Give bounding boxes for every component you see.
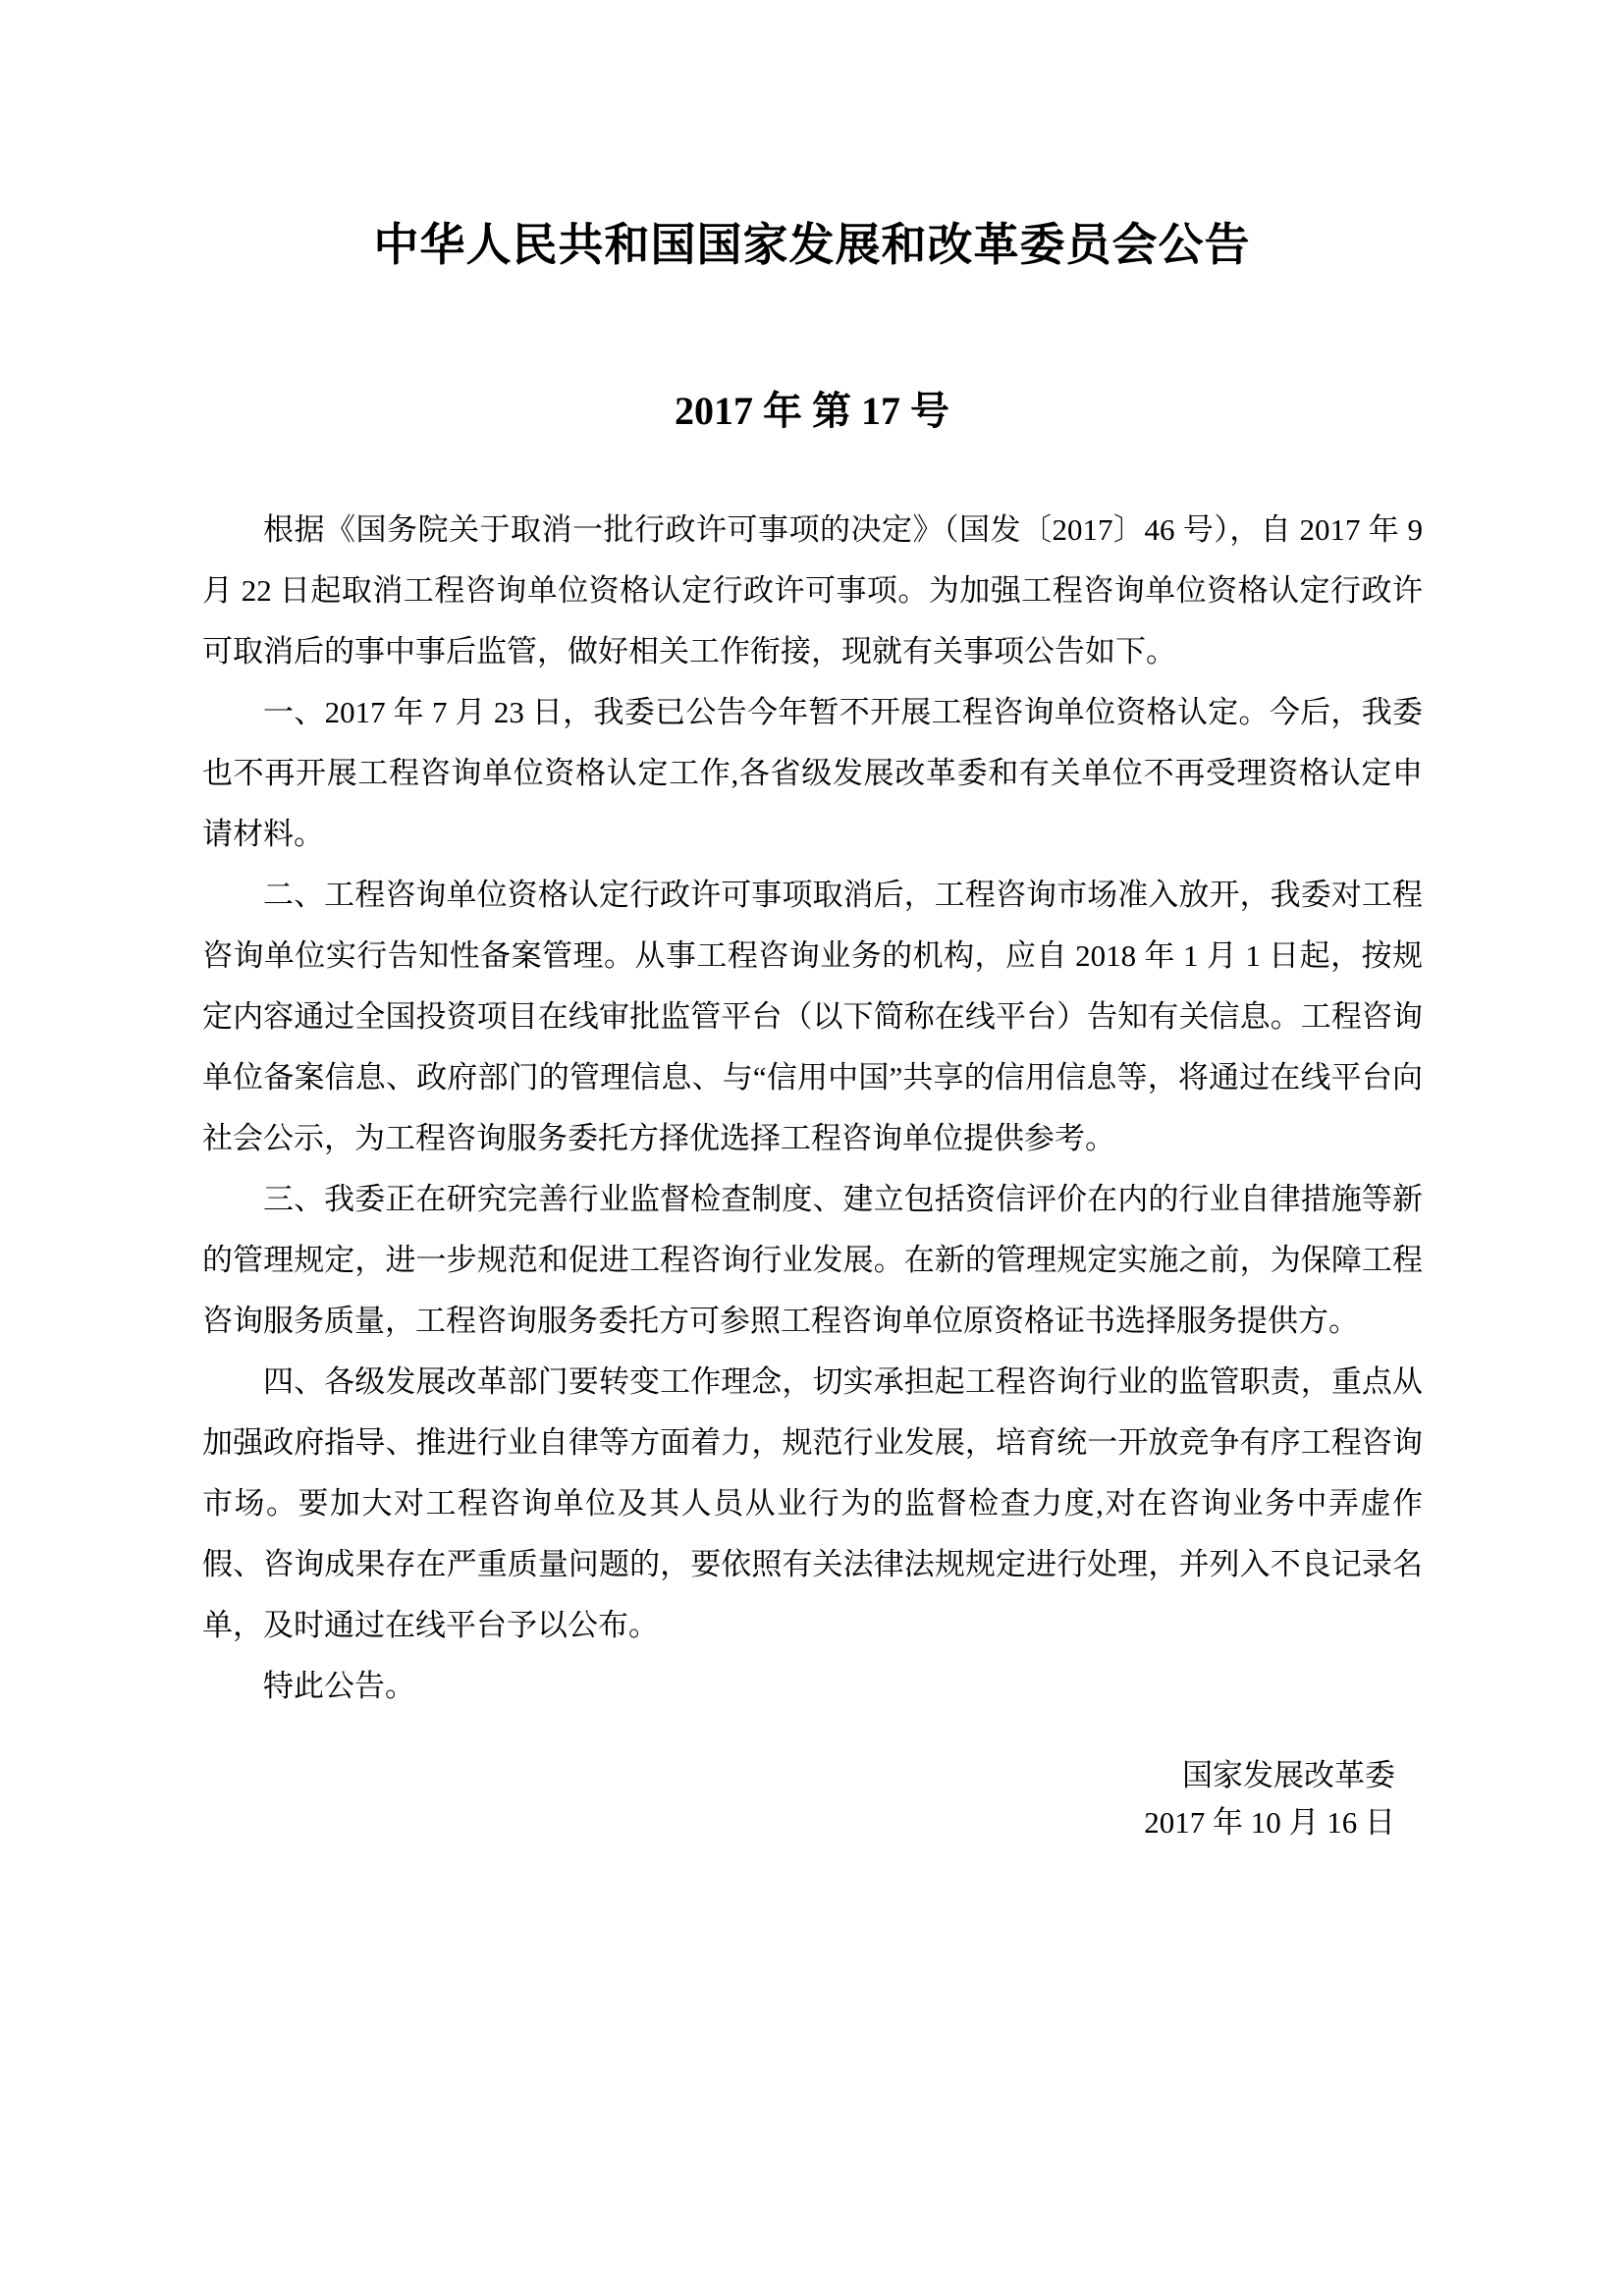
document-number: 2017 年 第 17 号: [675, 389, 949, 434]
paragraph-item-3: 三、我委正在研究完善行业监督检查制度、建立包括资信评价在内的行业自律措施等新的管理规定，进一步规范和促进工程咨询行业发展。在新的管理规定实施之前，为保障工程咨询服务质量，工程咨询服务委托方可参照工程咨询单位原资格证书选择服务提供方。: [202, 1182, 1423, 1339]
paragraph-intro: 根据《国务院关于取消一批行政许可事项的决定》（国发〔2017〕46 号），自 2017 年 9 月 22 日起取消工程咨询单位资格认定行政许可事项。为加强工程咨询单位资格认定行政许可取消后的事中事后监管，做好相关工作衔接，现就有关事项公告如下。: [202, 512, 1423, 669]
paragraph-closing: 特此公告。: [263, 1669, 415, 1704]
paragraph-item-1: 一、2017 年 7 月 23 日，我委已公告今年暂不开展工程咨询单位资格认定。今后，我委也不再开展工程咨询单位资格认定工作,各省级发展改革委和有关单位不再受理资格认定申请材料。: [202, 695, 1423, 852]
signature: 国家发展改革委: [1182, 1758, 1395, 1793]
paragraph-item-4: 四、各级发展改革部门要转变工作理念，切实承担起工程咨询行业的监管职责，重点从加强政府指导、推进行业自律等方面着力，规范行业发展，培育统一开放竞争有序工程咨询市场。要加大对工程咨询单位及其人员从业行为的监督检查力度,对在咨询业务中弄虚作假、咨询成果存在严重质量问题的，要依照有关法律法规规定进行处理，并列入不良记录名单，及时通过在线平台予以公布。: [202, 1364, 1423, 1643]
document-title: 中华人民共和国国家发展和改革委员会公告: [373, 220, 1251, 270]
document-body: [0, 435, 1624, 1717]
signature-date: 2017 年 10 月 16 日: [1144, 1805, 1395, 1841]
signature-block: [0, 1717, 1624, 1846]
paragraph-item-2: 二、工程咨询单位资格认定行政许可事项取消后，工程咨询市场准入放开，我委对工程咨询单位实行告知性备案管理。从事工程咨询业务的机构，应自 2018 年 1 月 1 日起，按规定内容通过全国投资项目在线审批监管平台（以下简称在线平台）告知有关信息。工程咨询单位备案信息、政府部门的管理信息、与“信用中国”共享的信用信息等，将通过在线平台向社会公示，为工程咨询服务委托方择优选择工程咨询单位提供参考。: [202, 878, 1423, 1156]
